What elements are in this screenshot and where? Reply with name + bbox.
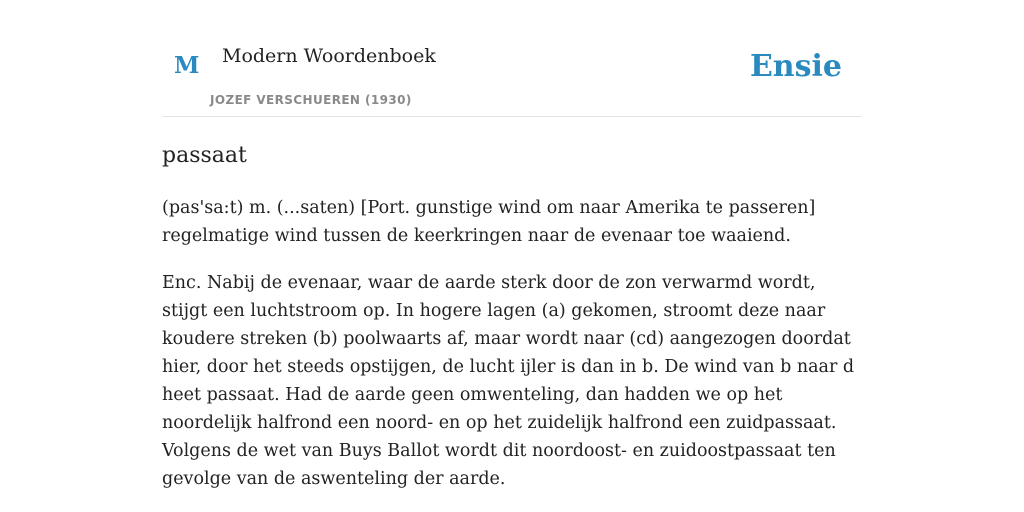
book-title[interactable]: Modern Woordenboek [222, 45, 436, 67]
entry-definition: (pas'sa:t) m. (...saten) [Port. gunstige wind om naar Amerika te passeren] regelmatige wind tussen de keerkringen naar de evenaar toe waaiend. [162, 198, 816, 247]
entry-title: passaat [162, 143, 247, 168]
header [162, 0, 862, 117]
book-logo[interactable]: M [174, 52, 200, 79]
content-container [162, 0, 862, 493]
book-author: JOZEF VERSCHUEREN (1930) [210, 93, 412, 107]
entry-encyclopedic: Enc. Nabij de evenaar, waar de aarde sterk door de zon verwarmd wordt, stijgt een luchtstroom op. In hogere lagen (a) gekomen, stroomt deze naar koudere streken (b) poolwaarts af, maar wordt naar (cd) aangezogen doordat hier, door het steeds opstijgen, de lucht ijler is dan in b. De wind van b naar d heet passaat. Had de aarde geen omwenteling, dan hadden we op het noordelijk halfrond een noord- en op het zuidelijk halfrond een zuidpassaat. Volgens de wet van Buys Ballot wordt dit noordoost- en zuidoostpassaat ten gevolge van de aswenteling der aarde. [162, 273, 855, 490]
brand-logo[interactable]: Ensie [749, 49, 842, 84]
